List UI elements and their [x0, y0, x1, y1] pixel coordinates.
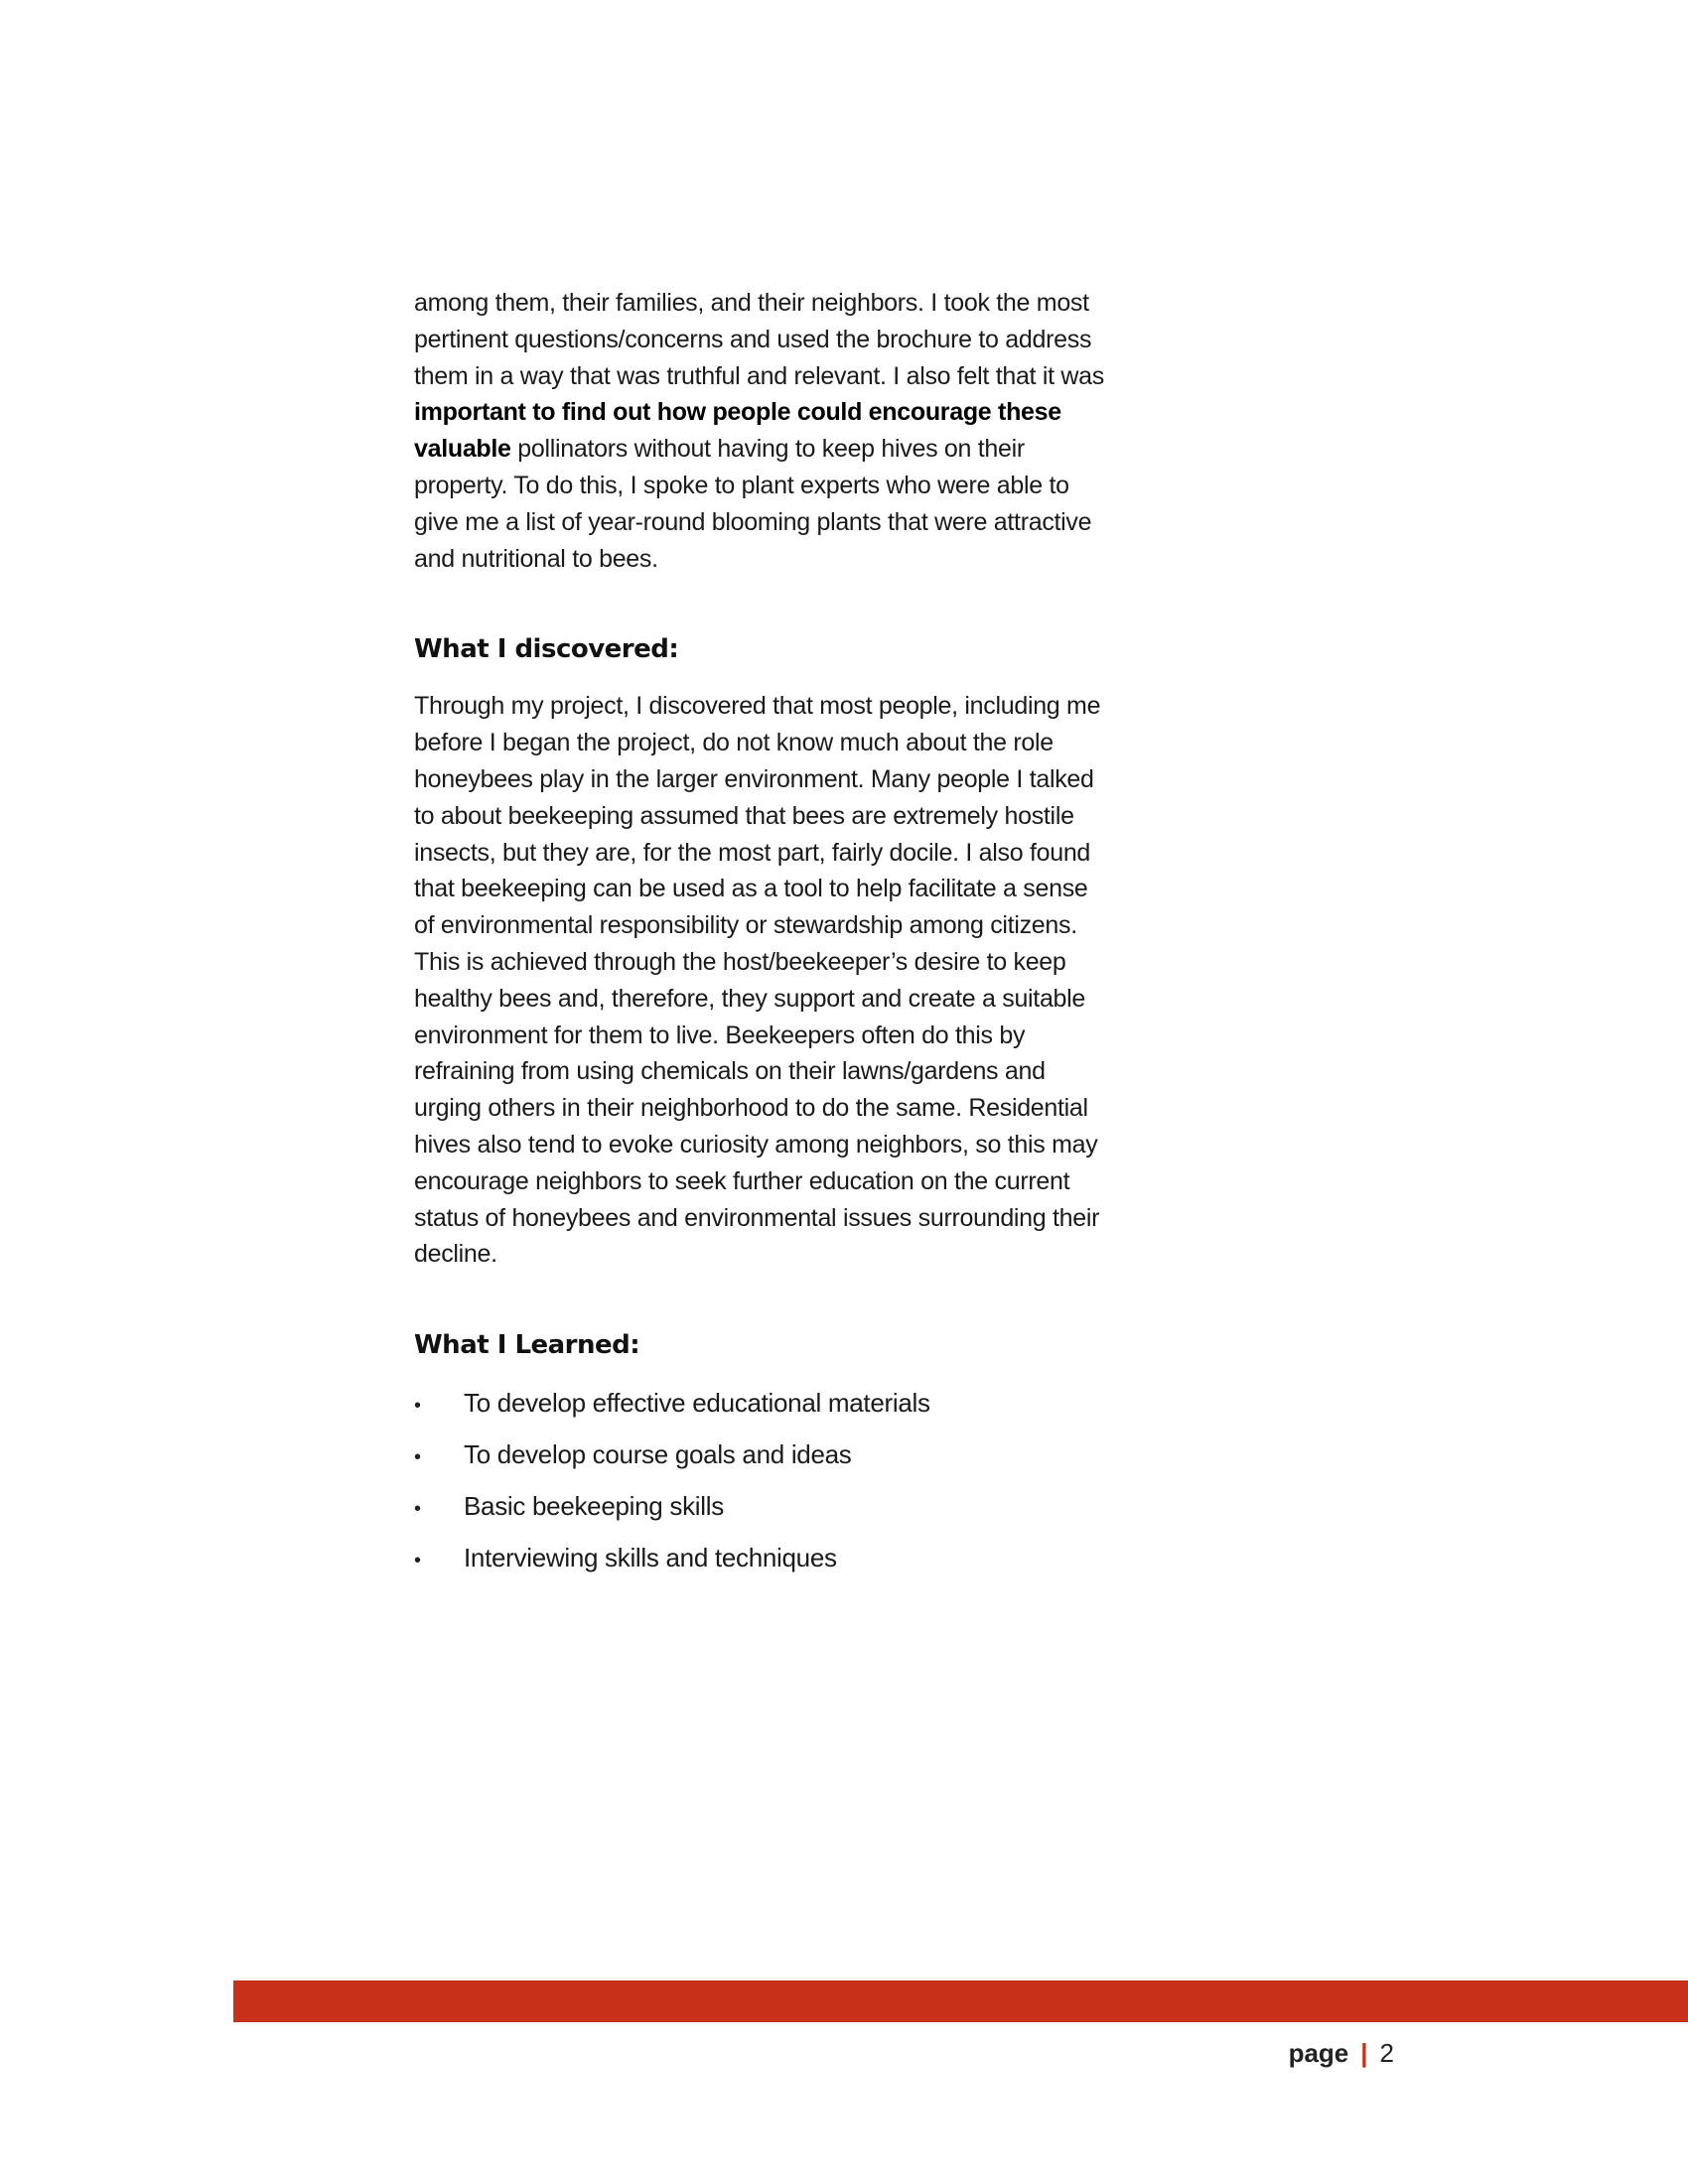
bullet-icon: • [414, 1446, 421, 1469]
list-item-text: Interviewing skills and techniques [464, 1543, 837, 1573]
learned-list [414, 1386, 1109, 1577]
content-column [414, 285, 1109, 1592]
list-item-text: To develop course goals and ideas [464, 1439, 852, 1470]
intro-text-after: pollinators without having to keep hives on their property. To do this, I spoke to plant experts who were able to give me a list of year-round blooming plants that were attractive and nutritional to bees. [414, 435, 1092, 573]
intro-emphasis: important to find out how people could encourage these valuable [414, 398, 1061, 464]
bullet-icon: • [414, 1498, 421, 1521]
list-item-text: Basic beekeeping skills [464, 1491, 724, 1522]
page-separator: | [1360, 2038, 1368, 2068]
list-item [414, 1541, 1109, 1577]
bullet-icon: • [414, 1550, 421, 1572]
list-item [414, 1386, 1109, 1423]
section-heading-learned: What I Learned: [414, 1330, 640, 1361]
page-number [1289, 2038, 1394, 2069]
page-label: page [1288, 2038, 1349, 2068]
intro-text-before: among them, their families, and their neighbors. I took the most pertinent questions/concerns and used the brochure to address them in a way that was truthful and relevant. I also felt that it was [414, 289, 1104, 390]
list-item-text: To develop effective educational materials [464, 1388, 930, 1419]
discovered-paragraph: Through my project, I discovered that most people, including me before I began the project, do not know much about the role honeybees play in the larger environment. Many people I talked to about beekeeping assumed that bees are extremely hostile insects, but they are, for the most part, fairly docile. I also found that beekeeping can be used as a tool to help facilitate a sense of environmental responsibility or stewardship among citizens. This is achieved through the host/beekeeper’s desire to keep healthy bees and, therefore, they support and create a suitable environment for them to live. Beekeepers often do this by refraining from using chemicals on their lawns/gardens and urging others in their neighborhood to do the same. Residential hives also tend to evoke curiosity among neighbors, so this may encourage neighbors to seek further education on the current status of honeybees and environmental issues surrounding their decline. [414, 692, 1101, 1269]
list-item [414, 1489, 1109, 1526]
page-number-value: 2 [1379, 2038, 1394, 2068]
list-item [414, 1437, 1109, 1474]
footer-accent-bar [233, 1980, 1688, 2022]
section-heading-discovered: What I discovered: [414, 634, 679, 665]
bullet-icon: • [414, 1395, 421, 1418]
intro-paragraph [414, 285, 1109, 577]
